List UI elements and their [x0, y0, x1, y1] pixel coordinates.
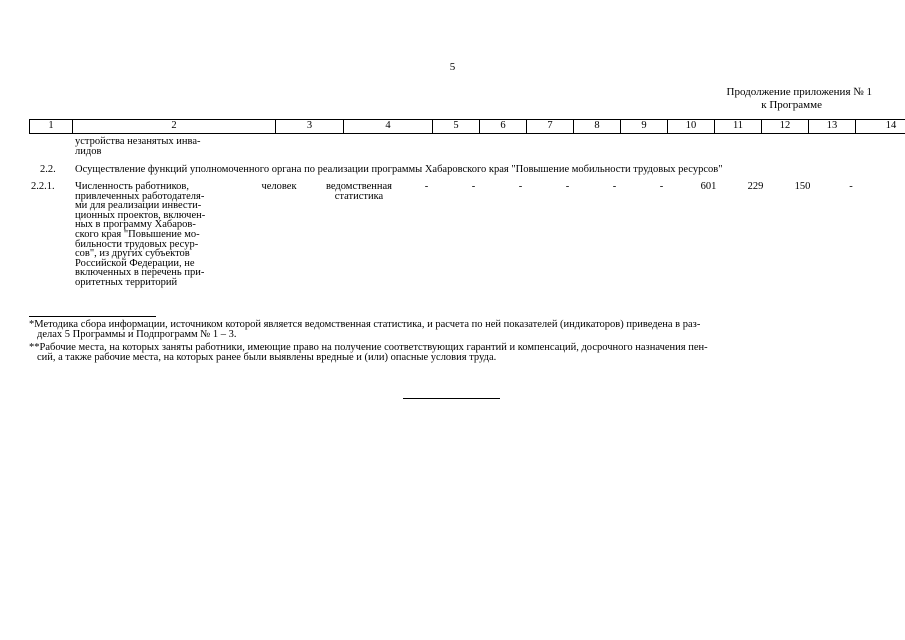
value-col-5: - [424, 181, 429, 192]
indicator-name-line: Российской Федерации, не [75, 257, 195, 269]
indicator-name-line: включенных в перечень при- [75, 267, 205, 279]
indicator-unit: человек [261, 181, 297, 192]
header-col-13: 13 [809, 120, 856, 134]
appendix-note-line1: Продолжение приложения № 1 [726, 86, 872, 98]
header-col-9: 9 [621, 120, 668, 134]
indicator-number: 2.2.1. [31, 181, 55, 192]
indicator-name-line: сов", из других субъектов [75, 248, 190, 260]
indicator-name-line: ского края "Повышение мо- [75, 228, 200, 240]
continuation-line: лидов [75, 145, 102, 157]
footnote-2-line1: **Рабочие места, на которых заняты работники, имеющие право на получение соответствующих гарантий и компенсаций, досрочного назначения пен- [29, 342, 708, 353]
indicator-name [75, 182, 275, 288]
indicator-name-line: привлеченных работодателя- [75, 190, 205, 202]
value-col-9: - [612, 181, 617, 192]
indicator-source [313, 182, 405, 201]
header-col-7: 7 [527, 120, 574, 134]
appendix-note [640, 86, 872, 112]
footnote-1-line2: делах 5 Программы и Подпрограмм № 1 – 3. [37, 329, 237, 340]
indicator-name-line: Численность работников, [75, 181, 190, 192]
indicator-source-line: ведомственная [326, 181, 392, 192]
header-col-11: 11 [715, 120, 762, 134]
header-col-3: 3 [276, 120, 344, 134]
footnote-separator [29, 316, 156, 317]
header-col-14: 14 [856, 120, 905, 134]
continuation-text [75, 137, 275, 156]
value-col-12: 229 [747, 181, 764, 192]
continuation-line: устройства незанятых инва- [75, 136, 201, 147]
indicator-name-line: ционных проектов, включен- [75, 209, 206, 221]
value-col-11: 601 [700, 181, 717, 192]
indicator-name-line: бильности трудовых ресур- [75, 238, 199, 250]
indicator-name-line: оритетных территорий [75, 276, 178, 288]
column-number-header [29, 119, 905, 134]
header-row [30, 120, 905, 134]
value-col-8: - [565, 181, 570, 192]
header-col-12: 12 [762, 120, 809, 134]
value-col-14: - [849, 181, 853, 192]
appendix-note-line2: к Программе [761, 99, 822, 111]
footnote-1-line1: *Методика сбора информации, источником которой является ведомственная статистика, и расчета по ней показателей (индикаторов) приведена в раз- [29, 319, 701, 330]
section-number: 2.2. [40, 164, 56, 175]
header-col-5: 5 [433, 120, 480, 134]
header-col-1: 1 [30, 120, 73, 134]
header-col-6: 6 [480, 120, 527, 134]
indicator-name-line: ми для реализации инвести- [75, 200, 202, 212]
section-title: Осуществление функций уполномоченного органа по реализации программы Хабаровского края "Повышение мобильности трудовых ресурсов" [75, 164, 723, 175]
indicator-source-line: статистика [334, 190, 384, 202]
value-col-13: 150 [794, 181, 811, 192]
footnote-2 [29, 343, 876, 363]
footnote-2-line2: сий, а также рабочие места, на которых ранее были выявлены вредные и (или) опасные условия труда. [37, 352, 497, 363]
end-separator [403, 398, 500, 399]
value-col-6: - [471, 181, 476, 192]
header-col-2: 2 [73, 120, 276, 134]
page-number: 5 [449, 61, 456, 73]
value-col-10: - [659, 181, 664, 192]
header-col-10: 10 [668, 120, 715, 134]
value-col-7: - [518, 181, 523, 192]
indicator-name-line: ных в программу Хабаров- [75, 219, 196, 231]
header-col-4: 4 [344, 120, 433, 134]
header-col-8: 8 [574, 120, 621, 134]
footnote-1 [29, 320, 876, 340]
